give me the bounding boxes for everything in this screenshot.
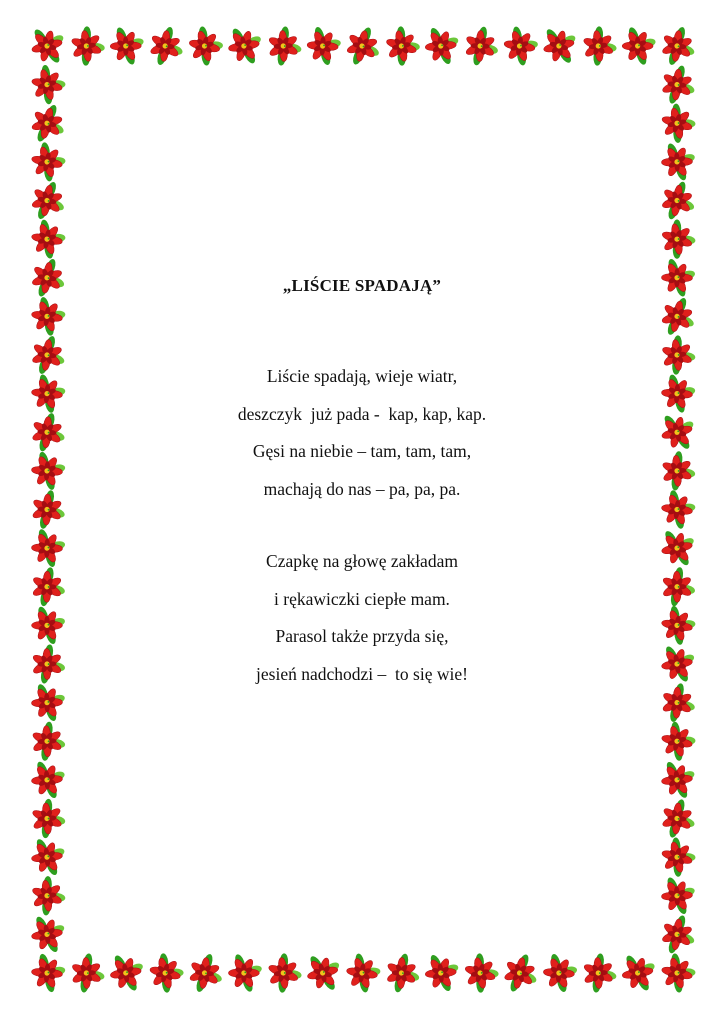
poem-line: jesień nadchodzi – to się wie!: [256, 663, 468, 684]
poinsettia-flower-icon: [24, 138, 71, 186]
poinsettia-flower-icon: [26, 950, 71, 996]
poinsettia-flower-icon: [23, 100, 72, 148]
poinsettia-flower-icon: [661, 414, 695, 451]
poem-line: i rękawiczki ciepłe mam.: [274, 588, 450, 609]
poinsettia-flower-icon: [23, 408, 73, 458]
poinsettia-flower-icon: [658, 759, 697, 801]
poinsettia-flower-icon: [29, 914, 67, 955]
poinsettia-flower-icon: [23, 717, 73, 767]
poem-stanza-2: [80, 543, 644, 693]
poinsettia-flower-icon: [654, 717, 701, 766]
poinsettia-flower-icon: [28, 836, 67, 878]
poinsettia-flower-icon: [23, 254, 73, 303]
poinsettia-flower-icon: [653, 678, 703, 728]
poinsettia-flower-icon: [653, 910, 703, 959]
poinsettia-flower-icon: [23, 562, 73, 612]
poinsettia-flower-icon: [23, 177, 73, 226]
poinsettia-flower-icon: [23, 485, 73, 535]
poem-stanza-1: [80, 358, 644, 508]
poinsettia-flower-icon: [23, 871, 73, 921]
poinsettia-flower-icon: [25, 371, 70, 418]
poinsettia-flower-icon: [660, 529, 696, 568]
poinsettia-flower-icon: [26, 526, 69, 571]
poinsettia-flower-icon: [658, 874, 699, 917]
poinsettia-flower-icon: [28, 759, 68, 802]
poinsettia-flower-icon: [653, 22, 703, 72]
poem-line: deszczyk już pada - kap, kap, kap.: [237, 403, 487, 424]
poinsettia-flower-icon: [25, 293, 71, 340]
poinsettia-flower-icon: [653, 331, 703, 381]
poinsettia-flower-icon: [653, 177, 703, 226]
poem-line: Czapkę na głowę zakładam: [266, 551, 458, 571]
poinsettia-flower-icon: [25, 216, 71, 264]
poinsettia-flower-icon: [653, 61, 703, 111]
poem-line: Parasol także przyda się,: [275, 626, 449, 646]
poem-line: machają do nas – pa, pa, pa.: [263, 478, 461, 499]
poinsettia-flower-icon: [24, 61, 72, 110]
poinsettia-flower-icon: [653, 794, 703, 844]
poinsettia-flower-icon: [653, 446, 703, 496]
poinsettia-flower-icon: [659, 644, 697, 684]
poinsettia-flower-icon: [27, 603, 69, 648]
poinsettia-flower-icon: [653, 215, 702, 265]
poinsettia-flower-icon: [655, 602, 701, 650]
poem-title: „LIŚCIE SPADAJĄ”: [282, 276, 442, 295]
poinsettia-flower-icon: [657, 256, 700, 301]
poinsettia-flower-icon: [653, 562, 703, 612]
poinsettia-flower-icon: [23, 794, 73, 844]
poinsettia-flower-icon: [655, 486, 700, 533]
poinsettia-flower-icon: [654, 99, 702, 148]
poinsettia-flower-icon: [23, 331, 73, 381]
poem-line: Liście spadają, wieje wiatr,: [266, 366, 458, 386]
poinsettia-flower-icon: [27, 681, 68, 725]
poem-content: [80, 0, 644, 1024]
poinsettia-flower-icon: [653, 293, 703, 342]
poinsettia-flower-icon: [26, 448, 70, 494]
poem-line: Gęsi na niebie – tam, tam, tam,: [252, 441, 472, 461]
poinsettia-flower-icon: [656, 371, 700, 417]
poinsettia-flower-icon: [23, 640, 73, 690]
poinsettia-flower-icon: [654, 833, 702, 882]
poinsettia-flower-icon: [31, 27, 65, 64]
poinsettia-flower-icon: [654, 949, 701, 998]
poinsettia-flower-icon: [657, 140, 698, 184]
